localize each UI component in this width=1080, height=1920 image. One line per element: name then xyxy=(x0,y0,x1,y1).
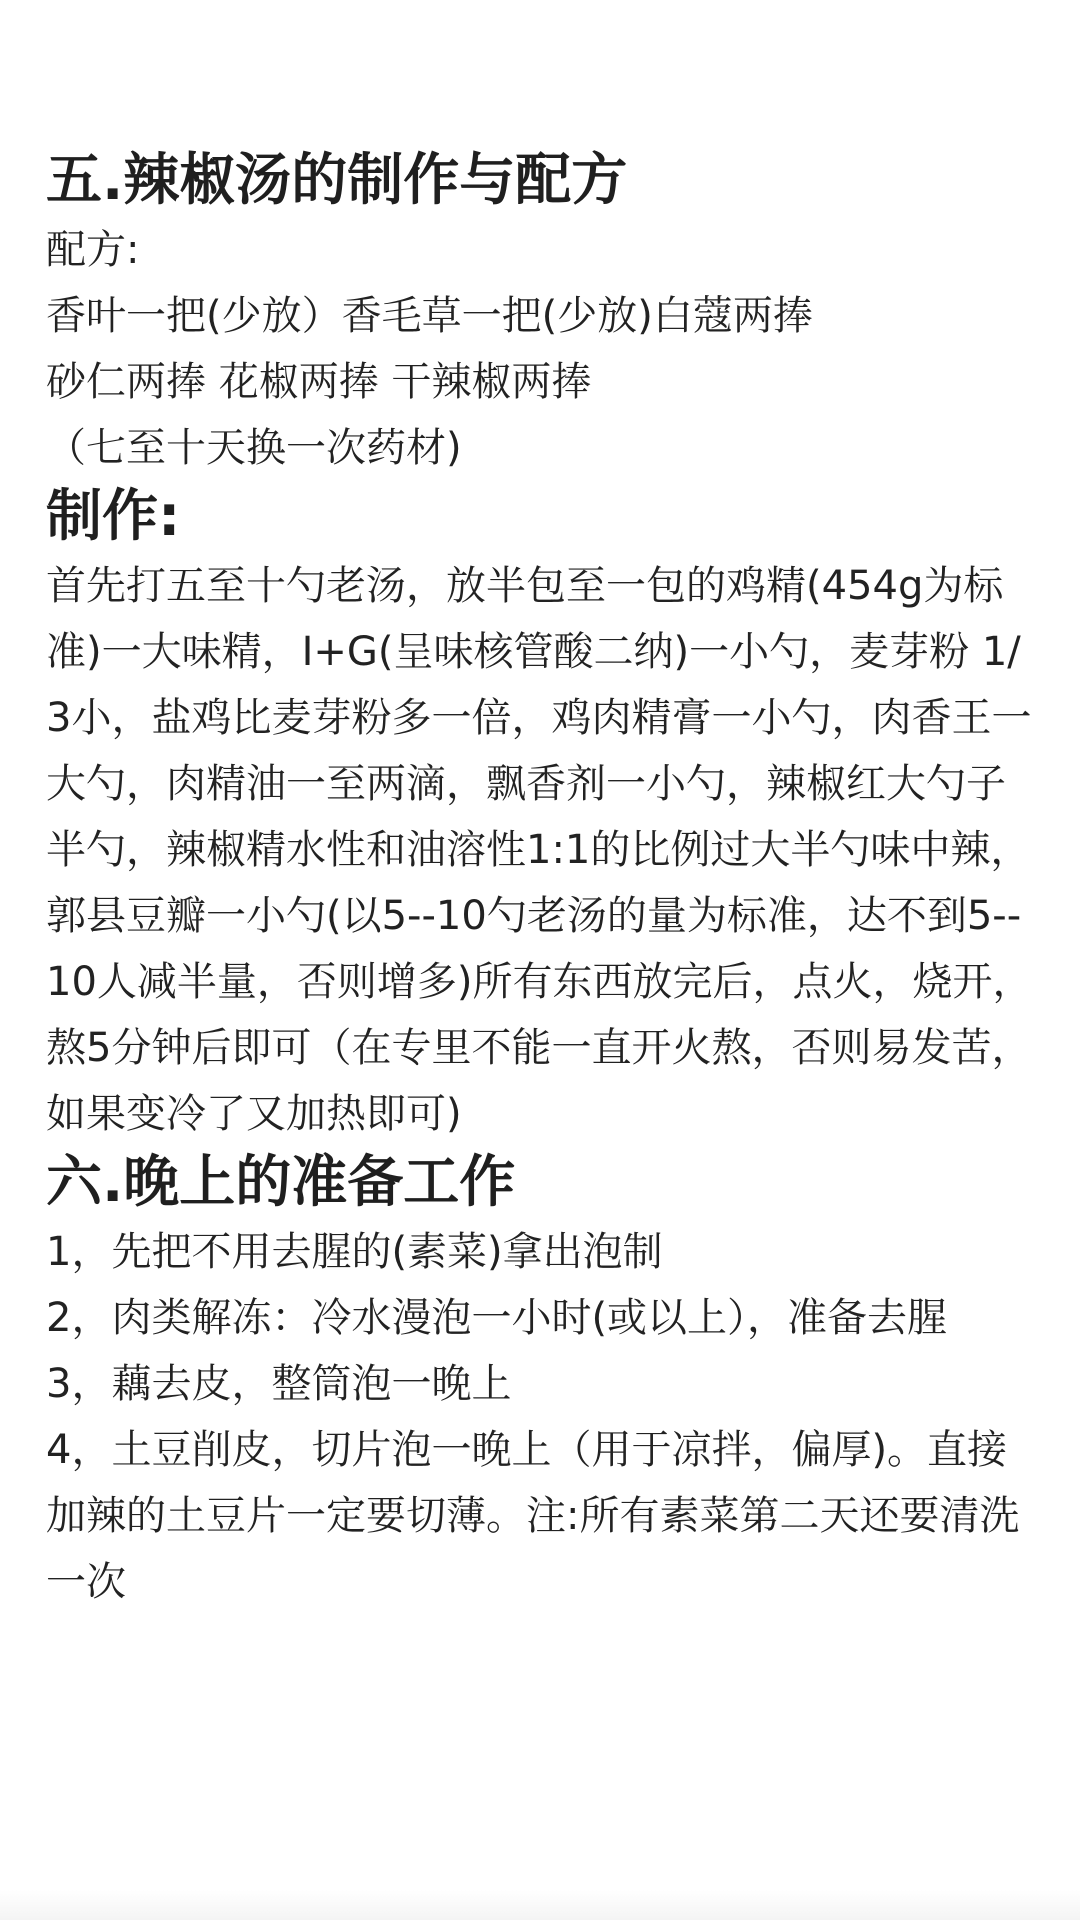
recipe-line: 砂仁两捧 花椒两捧 干辣椒两捧 xyxy=(46,359,592,405)
prep-item: 3，藕去皮，整筒泡一晚上 xyxy=(46,1361,512,1407)
recipe-line: 香叶一把(少放）香毛草一把(少放)白蔻两捧 xyxy=(46,293,813,339)
prep-item: 2，肉类解冻：冷水漫泡一小时(或以上），准备去腥 xyxy=(46,1295,948,1341)
recipe-line: （七至十天换一次药材) xyxy=(46,425,462,471)
making-paragraph: 首先打五至十勺老汤，放半包至一包的鸡精(454g为标准)一大味精，I+G(呈味核管酸二纳)一小勺，麦芽粉 1/3小，盐鸡比麦芽粉多一倍，鸡肉精膏一小勺，肉香王一大勺，肉精油一至两滴，飘香剂一小勺，辣椒红大勺子半勺，辣椒精水性和油溶性1:1的比例过大半勺味中辣，郭县豆瓣一小勺(以5--10勺老汤的量为标准，达不到5--10人减半量，否则增多)所有东西放完后，点火，烧开，熬5分钟后即可（在专里不能一直开火熬，否则易发苦，如果变冷了又加热即可) xyxy=(46,563,1033,1137)
prep-item: 4，土豆削皮，切片泡一晚上（用于凉拌，偏厚)。直接加辣的土豆片一定要切薄。注:所有素菜第二天还要清洗一次 xyxy=(46,1427,1020,1605)
section5-title: 五.辣椒汤的制作与配方 xyxy=(46,148,628,213)
recipe-label: 配方: xyxy=(46,227,140,273)
making-label: 制作: xyxy=(46,484,181,549)
bottom-edge xyxy=(0,1890,1080,1920)
prep-item: 1，先把不用去腥的(素菜)拿出泡制 xyxy=(46,1229,663,1275)
section6-title: 六.晚上的准备工作 xyxy=(46,1150,516,1215)
